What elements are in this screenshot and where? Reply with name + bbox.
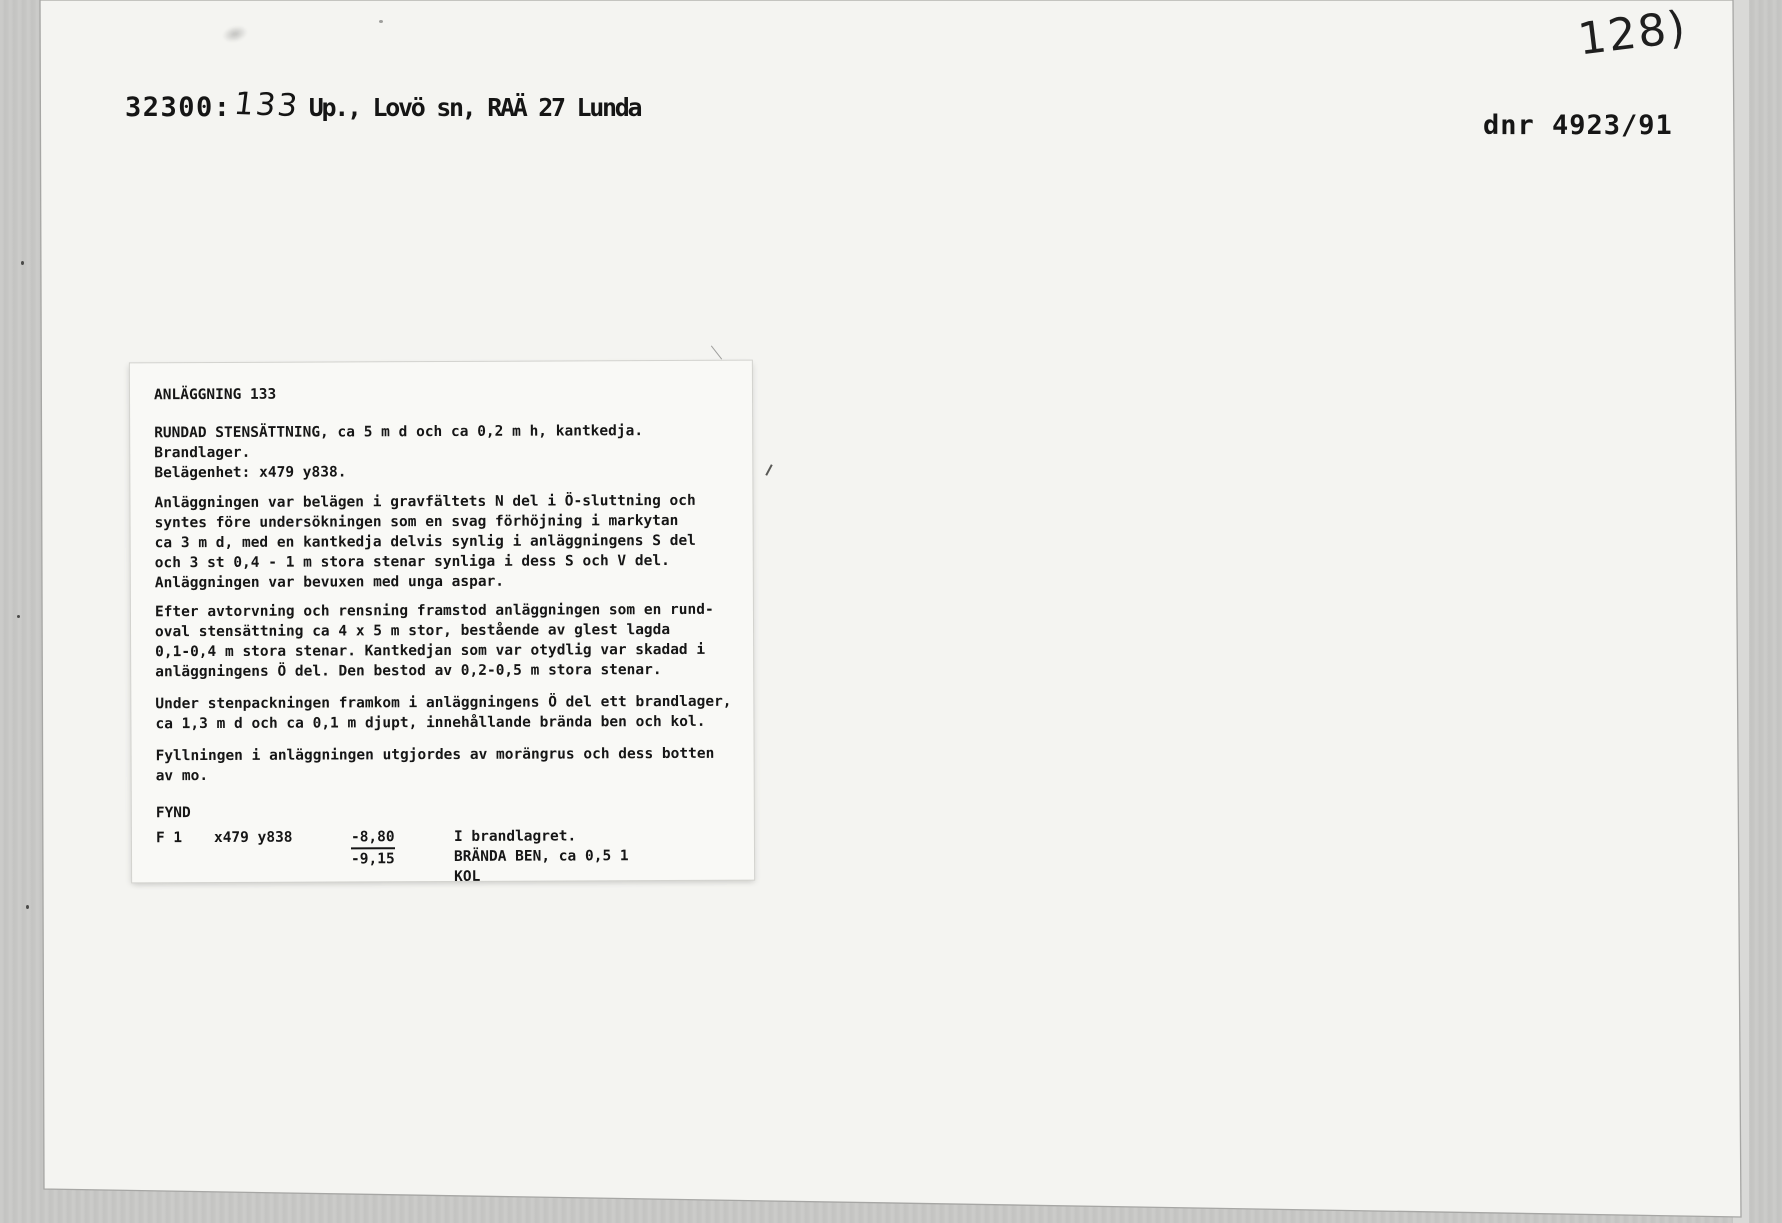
paragraph-line: av mo. bbox=[155, 768, 209, 785]
find-coordinates: x479 y838 bbox=[213, 829, 293, 846]
find-row bbox=[156, 826, 742, 889]
pasted-record-card bbox=[130, 361, 754, 883]
handwritten-page-number: 128) bbox=[1575, 1, 1690, 66]
inventory-number: 32300: bbox=[125, 92, 232, 123]
scan-scratch bbox=[711, 345, 722, 359]
paragraph-line: Anläggningen var bevuxen med unga aspar. bbox=[154, 573, 505, 592]
record-paragraph-4 bbox=[156, 744, 742, 787]
record-title: ANLÄGGNING 133 bbox=[153, 386, 277, 404]
paragraph-line: ca 3 m d, med en kantkedja delvis synlig i anläggningens S del bbox=[154, 532, 696, 552]
find-description-line: BRÄNDA BEN, ca 0,5 1 bbox=[453, 848, 629, 865]
find-description bbox=[454, 826, 629, 887]
diary-number: dnr 4923/91 bbox=[1483, 110, 1673, 141]
summary-line: RUNDAD STENSÄTTNING, ca 5 m d och ca 0,2 m h, kantkedja. bbox=[154, 423, 644, 442]
find-description-line: KOL bbox=[454, 868, 481, 885]
paragraph-line: oval stensättning ca 4 x 5 m stor, bestående av glest lagda bbox=[155, 622, 671, 641]
find-level-upper: -8,80 bbox=[351, 827, 395, 849]
paragraph-line: Efter avtorvning och rensning framstod anläggningen som en rund- bbox=[154, 601, 714, 621]
scan-speck bbox=[17, 615, 20, 618]
summary-line: Brandlager. bbox=[154, 444, 251, 462]
stray-pen-mark bbox=[765, 464, 772, 476]
paragraph-line: och 3 st 0,4 - 1 m stora stenar synliga i dess S och V del. bbox=[154, 553, 670, 572]
paragraph-line: anläggningens Ö del. Den bestod av 0,2-0,5 m stora stenar. bbox=[155, 662, 662, 681]
find-levels bbox=[351, 827, 454, 869]
record-summary bbox=[154, 421, 740, 484]
paragraph-line: Anläggningen var belägen i gravfältets N del i Ö-sluttning och bbox=[154, 492, 696, 512]
summary-line: Belägenhet: x479 y838. bbox=[154, 464, 347, 482]
record-paragraph-2 bbox=[155, 600, 741, 683]
record-paragraph-1 bbox=[154, 491, 740, 594]
find-description-line: I brandlagret. bbox=[453, 828, 577, 845]
record-paragraph-3 bbox=[155, 692, 741, 735]
paragraph-line: Fyllningen i anläggningen utgjordes av morängrus och dess botten bbox=[155, 745, 715, 765]
paragraph-line: Under stenpackningen framkom i anläggningens Ö del ett brandlager, bbox=[155, 693, 732, 713]
finds-heading: FYND bbox=[155, 805, 191, 822]
find-id: F 1 bbox=[155, 830, 183, 847]
scan-speck bbox=[21, 261, 24, 265]
find-level-lower: -9,15 bbox=[351, 851, 395, 868]
paragraph-line: 0,1-0,4 m stora stenar. Kantkedjan som var otydlig var skadad i bbox=[155, 641, 706, 661]
location-text: Up., Lovö sn, RAÄ 27 Lunda bbox=[308, 93, 641, 122]
paragraph-line: syntes före undersökningen som en svag förhöjning i markytan bbox=[154, 512, 679, 532]
paragraph-line: ca 1,3 m d och ca 0,1 m djupt, innehållande brända ben och kol. bbox=[155, 713, 706, 733]
header-inventory-line bbox=[125, 85, 641, 125]
scan-speck bbox=[379, 20, 383, 23]
scan-smudge bbox=[220, 23, 249, 45]
scan-speck bbox=[26, 905, 29, 909]
handwritten-item-number: 133 bbox=[231, 85, 301, 125]
